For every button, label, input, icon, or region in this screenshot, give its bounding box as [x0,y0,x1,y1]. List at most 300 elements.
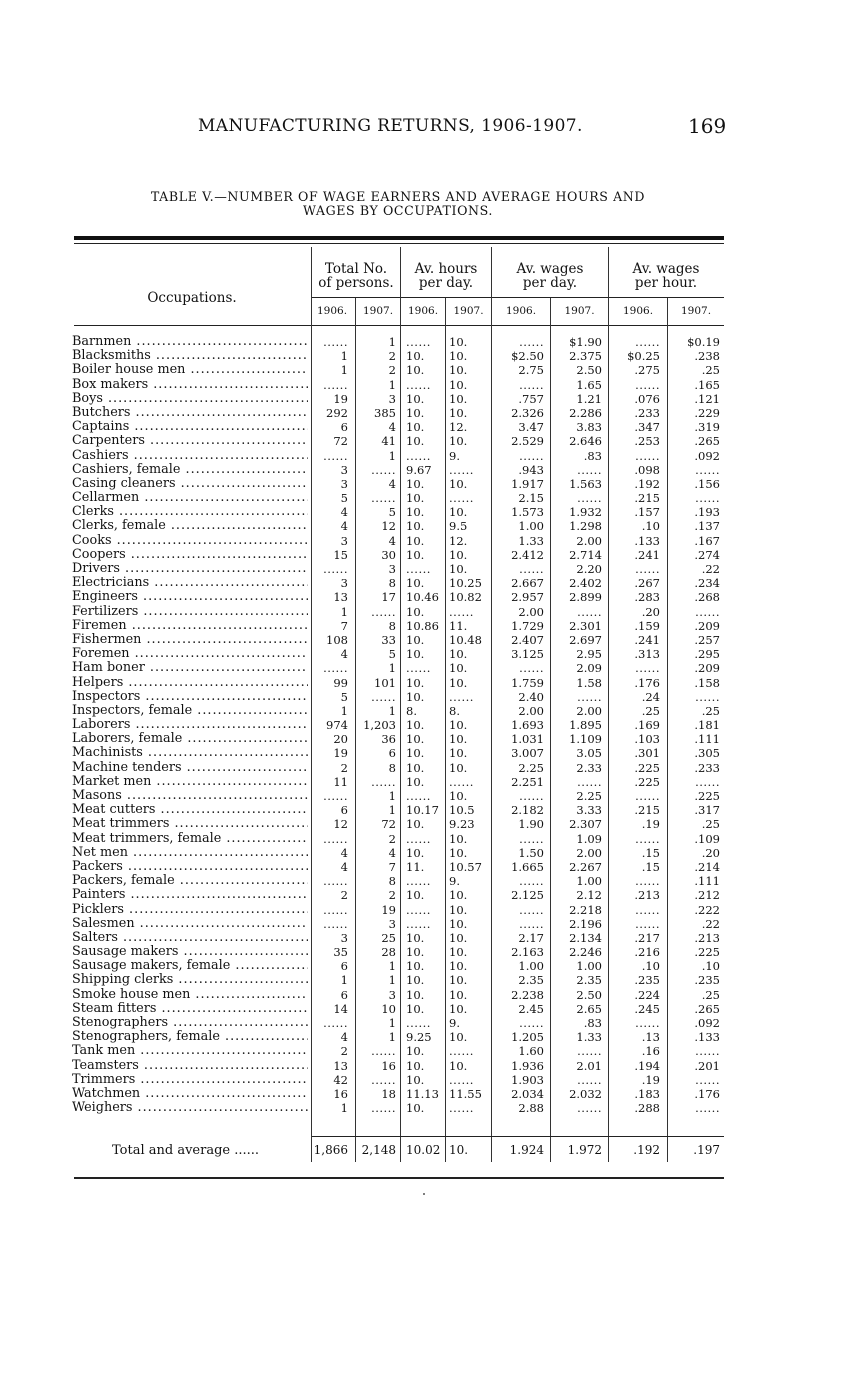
wage-hour-1906-cell: ...... [635,916,660,931]
persons-1907-cell: 1 [388,661,396,676]
hours-1907-cell: 10. [449,547,468,562]
occupation-cell: Sausage makers ..... [72,945,308,959]
wage-hour-1906-cell: .225 [634,760,660,775]
wage-day-1906-cell: 3.47 [518,420,544,435]
wage-hour-1907-cell: .201 [694,1058,720,1073]
wage-day-1906-cell: ...... [519,902,544,917]
occupation-cell: Teamsters ..... [72,1059,308,1073]
table-row [0,959,867,973]
occupation-cell: Picklers ..... [72,903,308,917]
hours-1907-cell: 10. [449,405,468,420]
persons-1906-cell: ...... [323,448,348,463]
persons-1907-cell: ...... [371,604,396,619]
wage-day-1906-cell: 3.007 [511,746,544,761]
hours-1906-cell: 10. [406,533,425,548]
occupation-cell: Engineers ..... [72,590,308,604]
occupation-cell: Trimmers ..... [72,1073,308,1087]
hours-1906-cell: 9.25 [406,1030,432,1045]
wage-hour-1906-cell: .216 [634,945,660,960]
persons-1907-cell: ...... [371,1101,396,1116]
persons-1906-cell: 16 [333,1086,348,1101]
wage-day-1907-cell: 3.33 [576,803,602,818]
hours-1907-cell: 9. [449,1016,460,1030]
persons-1907-cell: 41 [381,434,396,449]
table-row [0,378,867,392]
persons-1907-cell: 19 [381,902,396,917]
wage-day-1907-cell: 2.899 [569,590,602,605]
table-row [0,548,867,562]
hours-1906-cell: ...... [406,448,431,463]
hours-1906-cell: 10. [406,632,425,647]
table-row [0,775,867,789]
persons-1907-cell: 385 [374,405,396,420]
hours-1906-cell: 10. [406,491,425,506]
hours-1907-cell: 10. [449,1058,468,1073]
persons-1907-cell: 1 [388,959,396,974]
hours-1907-cell: ...... [449,491,474,506]
wage-hour-1907-cell: .214 [694,859,720,874]
persons-1907-cell: 8 [388,576,396,591]
wage-day-1907-cell: 2.714 [569,547,602,562]
persons-1906-cell: ...... [323,377,348,392]
wage-day-1907-cell: 2.00 [576,845,602,860]
wage-day-1907-cell: 2.01 [576,1058,602,1073]
occupation-cell: Coopers ..... [72,548,308,562]
occupation-cell: Packers, female ..... [72,874,308,888]
hours-1907-cell: 10. [449,1030,468,1045]
table-row [0,406,867,420]
wage-day-1906-cell: 1.00 [518,959,544,974]
hours-1906-cell: 9.67 [406,462,432,477]
hours-1907-cell: 11.55 [449,1086,482,1101]
wage-hour-1906-cell: .217 [634,930,660,945]
table-row [0,335,867,349]
table-row [0,605,867,619]
hours-1906-cell: 10. [406,576,425,591]
wage-hour-1906-cell: ...... [635,902,660,917]
hours-1907-cell: ...... [449,462,474,477]
hours-1907-cell: 10. [449,845,468,860]
persons-1907-cell: 3 [388,987,396,1002]
wage-hour-1907-cell: .193 [694,505,720,520]
wage-hour-1906-cell: $0.25 [627,349,660,364]
wage-day-1906-cell: 1.917 [511,476,544,491]
wage-hour-1906-cell: .159 [634,618,660,633]
wage-hour-1906-cell: .20 [641,604,660,619]
table-row [0,945,867,959]
wage-day-1906-cell: 2.412 [511,547,544,562]
wage-hour-1907-cell: ...... [695,689,720,704]
wage-hour-1907-cell: .137 [694,519,720,534]
occupation-cell: Ham boner ..... [72,661,308,675]
table-row [0,690,867,704]
wage-hour-1907-cell: .233 [694,760,720,775]
wage-hour-1906-cell: .283 [634,590,660,605]
persons-1907-cell: 7 [388,859,396,874]
hours-1906-cell: 8. [406,703,417,718]
hours-1906-cell: ...... [406,1016,431,1030]
wage-hour-1907-cell: .25 [701,987,720,1002]
wage-hour-1907-cell: .225 [694,789,720,803]
persons-1906-cell: 5 [340,689,348,704]
wage-day-1906-cell: ...... [519,335,544,349]
year-label: 1907. [680,305,712,317]
persons-1907-cell: 72 [381,817,396,832]
occupation-cell: Butchers ..... [72,406,308,420]
wage-hour-1906-cell: ...... [635,377,660,392]
persons-1906-cell: 1 [340,973,348,988]
table-row [0,860,867,874]
wage-hour-1907-cell: .22 [701,916,720,931]
hours-1907-cell: 10.25 [449,576,482,591]
persons-1906-cell: 99 [333,675,348,690]
wage-hour-1906-cell: .301 [634,746,660,761]
wage-day-1906-cell: ...... [519,448,544,463]
wage-day-1906-cell: 2.00 [518,604,544,619]
table-row [0,1016,867,1030]
wage-hour-1906-cell: .19 [641,1072,660,1087]
wage-hour-1906-cell: .169 [634,718,660,733]
wage-hour-1906-cell: ...... [635,562,660,576]
wage-hour-1907-cell: .209 [694,618,720,633]
wage-hour-1906-cell: .103 [634,732,660,747]
occupation-cell: Cashiers, female ..... [72,463,308,477]
occupation-cell: Meat trimmers, female ..... [72,832,308,846]
occupation-cell: Machine tenders ..... [72,761,308,775]
wage-day-1906-cell: 2.407 [511,632,544,647]
persons-1906-cell: 2 [340,1044,348,1059]
wage-day-1907-cell: 2.402 [569,576,602,591]
wage-hour-1907-cell: .268 [694,590,720,605]
table-caption [72,190,724,218]
wage-hour-1906-cell: .157 [634,505,660,520]
persons-1907-cell: 8 [388,760,396,775]
wage-day-1906-cell: 1.573 [511,505,544,520]
persons-1907-cell: 1 [388,803,396,818]
persons-1907-cell: 36 [381,732,396,747]
hours-1907-cell: 10. [449,562,468,576]
persons-1907-cell: 6 [388,746,396,761]
hours-1907-cell: 10. [449,987,468,1002]
hours-1906-cell: 10. [406,1044,425,1059]
wage-day-1907-cell: ...... [577,1044,602,1059]
wage-hour-1906-cell: .19 [641,817,660,832]
persons-1907-cell: 2 [388,363,396,378]
table-row [0,1087,867,1101]
persons-1906-cell: 4 [340,859,348,874]
wage-day-1907-cell: ...... [577,462,602,477]
hours-1907-cell: 9.23 [449,817,475,832]
hours-1906-cell: 10.46 [406,590,439,605]
table-row [0,832,867,846]
occupation-cell: Sausage makers, female ..... [72,959,308,973]
wage-day-1906-cell: 2.529 [511,434,544,449]
hours-header: Av. hours per day. [414,261,478,291]
wage-day-1906-cell: ...... [519,562,544,576]
wage-day-1906-cell: .757 [518,391,544,406]
occupation-cell: Fishermen ..... [72,633,308,647]
persons-1907-cell: 1 [388,703,396,718]
table-row [0,434,867,448]
hours-1907-cell: ...... [449,774,474,789]
table-body [0,335,867,1115]
wage-day-1907-cell: 1.563 [569,476,602,491]
wage-hour-1906-cell: .16 [641,1044,660,1059]
wage-hour-1906-cell: .213 [634,888,660,903]
wages-hour-header: Av. wages per hour. [632,261,700,291]
occupation-cell: Fertilizers ..... [72,605,308,619]
wage-day-1906-cell: ...... [519,377,544,392]
wage-hour-1906-cell: .192 [634,476,660,491]
wage-hour-1907-cell: .10 [701,959,720,974]
wage-hour-1907-cell: .111 [694,732,720,747]
wage-hour-1906-cell: .253 [634,434,660,449]
wage-hour-1907-cell: .238 [694,349,720,364]
occupation-cell: Drivers ..... [72,562,308,576]
wage-hour-1907-cell: .25 [701,363,720,378]
wage-hour-1907-cell: ...... [695,491,720,506]
wage-day-1907-cell: 1.298 [569,519,602,534]
hours-1906-cell: 10. [406,1058,425,1073]
wage-day-1906-cell: 2.326 [511,405,544,420]
wage-day-1906-cell: 2.238 [511,987,544,1002]
table-row [0,1059,867,1073]
hours-1906-cell: 11.13 [406,1086,439,1101]
hours-1907-cell: 10. [449,647,468,662]
wage-day-1907-cell: 2.50 [576,363,602,378]
table-row [0,477,867,491]
hours-1906-cell: 10. [406,930,425,945]
hours-1907-cell: 9. [449,448,460,463]
hours-1906-cell: 10. [406,845,425,860]
persons-1906-cell: ...... [323,831,348,846]
wage-hour-1906-cell: .241 [634,632,660,647]
hours-1907-cell: ...... [449,1072,474,1087]
wage-day-1906-cell: 2.17 [518,930,544,945]
hours-1906-cell: 10. [406,817,425,832]
hours-1907-cell: 12. [449,533,468,548]
year-label: 1906. [622,305,654,317]
wage-day-1906-cell: 2.15 [518,491,544,506]
wage-day-1906-cell: 1.60 [518,1044,544,1059]
wage-day-1906-cell: 1.903 [511,1072,544,1087]
wage-day-1907-cell: 2.25 [576,789,602,803]
hours-1907-cell: ...... [449,1044,474,1059]
hours-1906-cell: 10. [406,1072,425,1087]
year-label: 1907. [564,305,595,317]
hours-1907-cell: ...... [449,1101,474,1116]
hours-1907-cell: 10. [449,973,468,988]
occupation-cell: Smoke house men ..... [72,988,308,1002]
persons-1906-cell: 7 [340,618,348,633]
wage-day-1907-cell: .83 [583,1016,602,1030]
table-row [0,1044,867,1058]
persons-1907-cell: 4 [388,476,396,491]
wage-hour-1906-cell: .233 [634,405,660,420]
table-row [0,661,867,675]
wage-hour-1907-cell: .176 [694,1086,720,1101]
occupation-cell: Steam fitters ..... [72,1002,308,1016]
wage-hour-1907-cell: $0.19 [687,335,720,349]
wage-hour-1907-cell: .111 [694,874,720,889]
wage-hour-1906-cell: .15 [641,845,660,860]
year-label: 1907. [362,305,394,317]
hours-1906-cell: 10. [406,604,425,619]
hours-1907-cell: 12. [449,420,468,435]
wage-hour-1906-cell: .313 [634,647,660,662]
wage-day-1907-cell: 2.65 [576,1001,602,1016]
wage-day-1907-cell: 1.932 [569,505,602,520]
wage-hour-1907-cell: .209 [694,661,720,676]
table-row [0,988,867,1002]
persons-1906-cell: 13 [333,1058,348,1073]
hours-1907-cell: 10. [449,505,468,520]
hours-1907-cell: 11. [449,618,468,633]
wage-day-1907-cell: 1.33 [576,1030,602,1045]
persons-1906-cell: 1 [340,1101,348,1116]
occupation-cell: Meat trimmers ..... [72,817,308,831]
wage-hour-1906-cell: ...... [635,335,660,349]
table-top-thin-rule [74,243,724,244]
persons-1906-cell: 3 [340,533,348,548]
wage-day-1906-cell: .943 [518,462,544,477]
wage-hour-1907-cell: .222 [694,902,720,917]
persons-1907-cell: 101 [374,675,396,690]
wage-hour-1907-cell: .22 [701,562,720,576]
persons-1907-cell: 8 [388,874,396,889]
wage-hour-1906-cell: .098 [634,462,660,477]
hours-1906-cell: 10. [406,391,425,406]
total-wage-hour-1907: .197 [693,1143,720,1157]
hours-1906-cell: 10. [406,647,425,662]
persons-1907-cell: ...... [371,689,396,704]
occupation-cell: Helpers ..... [72,676,308,690]
hours-1907-cell: 10. [449,945,468,960]
wage-day-1907-cell: 1.09 [576,831,602,846]
persons-1907-cell: 5 [388,647,396,662]
hours-1906-cell: 10. [406,434,425,449]
wage-day-1906-cell: ...... [519,789,544,803]
occupation-cell: Boys ..... [72,392,308,406]
hours-1907-cell: 10. [449,888,468,903]
wage-hour-1907-cell: .305 [694,746,720,761]
persons-1906-cell: 4 [340,505,348,520]
persons-1906-cell: 3 [340,462,348,477]
occupation-cell: Meat cutters ..... [72,803,308,817]
persons-1907-cell: 2 [388,349,396,364]
table-row [0,449,867,463]
header-bottom-rule [74,325,724,326]
wage-day-1907-cell: 1.895 [569,718,602,733]
hours-1907-cell: 10.48 [449,632,482,647]
wage-day-1906-cell: 1.50 [518,845,544,860]
wage-day-1906-cell: $2.50 [511,349,544,364]
wage-hour-1907-cell: .234 [694,576,720,591]
hours-1906-cell: 10. [406,349,425,364]
persons-1907-cell: 18 [381,1086,396,1101]
wage-day-1907-cell: $1.90 [569,335,602,349]
persons-1907-cell: ...... [371,1044,396,1059]
table-row [0,789,867,803]
persons-1906-cell: 6 [340,959,348,974]
wage-hour-1907-cell: ...... [695,774,720,789]
persons-1907-cell: 1 [388,1030,396,1045]
persons-1906-cell: ...... [323,902,348,917]
wage-day-1907-cell: 1.58 [576,675,602,690]
caption-line-1: TABLE V.—NUMBER OF WAGE EARNERS AND AVERAGE HOURS AND [150,189,646,204]
table-row [0,1030,867,1044]
table-row [0,519,867,533]
wage-day-1906-cell: 1.693 [511,718,544,733]
hours-1907-cell: 10. [449,746,468,761]
persons-1907-cell: 1 [388,377,396,392]
table-row [0,874,867,888]
hours-1907-cell: 10. [449,391,468,406]
wage-hour-1907-cell: .274 [694,547,720,562]
wage-hour-1907-cell: .092 [694,448,720,463]
wage-day-1907-cell: ...... [577,689,602,704]
wage-hour-1907-cell: .25 [701,817,720,832]
hours-1906-cell: 10. [406,760,425,775]
wage-hour-1907-cell: .167 [694,533,720,548]
wage-day-1907-cell: 1.21 [576,391,602,406]
wage-hour-1907-cell: .156 [694,476,720,491]
total-hours-1907: 10. [449,1143,469,1157]
hours-1906-cell: 10. [406,405,425,420]
occupation-cell: Cashiers ..... [72,449,308,463]
persons-1907-cell: 1 [388,335,396,349]
persons-1907-cell: 4 [388,533,396,548]
persons-1907-cell: 30 [381,547,396,562]
persons-1907-cell: 2 [388,831,396,846]
hours-1906-cell: ...... [406,661,431,676]
hours-1907-cell: 8. [449,703,460,718]
wage-day-1907-cell: 2.134 [569,930,602,945]
hours-1906-cell: 10. [406,718,425,733]
wage-hour-1906-cell: .25 [641,703,660,718]
occupation-cell: Inspectors ..... [72,690,308,704]
hours-1907-cell: 10. [449,760,468,775]
hours-1906-cell: 10.17 [406,803,439,818]
persons-1906-cell: 72 [333,434,348,449]
wage-day-1907-cell: ...... [577,774,602,789]
table-row [0,647,867,661]
occupation-cell: Stenographers ..... [72,1016,308,1030]
persons-1907-cell: 5 [388,505,396,520]
wage-day-1907-cell: 2.20 [576,562,602,576]
occupation-cell: Clerks, female ..... [72,519,308,533]
persons-1907-cell: ...... [371,774,396,789]
hours-1906-cell: 10. [406,774,425,789]
persons-1906-cell: 4 [340,647,348,662]
wage-day-1907-cell: 3.83 [576,420,602,435]
occupation-cell: Boiler house men ..... [72,363,308,377]
wage-day-1906-cell: 2.667 [511,576,544,591]
wage-hour-1906-cell: .215 [634,491,660,506]
persons-1906-cell: 4 [340,519,348,534]
persons-1906-cell: 1 [340,604,348,619]
occupation-cell: Inspectors, female ..... [72,704,308,718]
hours-1907-cell: 10. [449,363,468,378]
table-row [0,1073,867,1087]
persons-1906-cell: ...... [323,562,348,576]
total-label: Total and average ...... [112,1143,260,1158]
wage-day-1906-cell: 2.75 [518,363,544,378]
wage-day-1907-cell: 2.286 [569,405,602,420]
hours-1906-cell: 10. [406,746,425,761]
hours-1907-cell: 10. [449,930,468,945]
table-row [0,1101,867,1115]
